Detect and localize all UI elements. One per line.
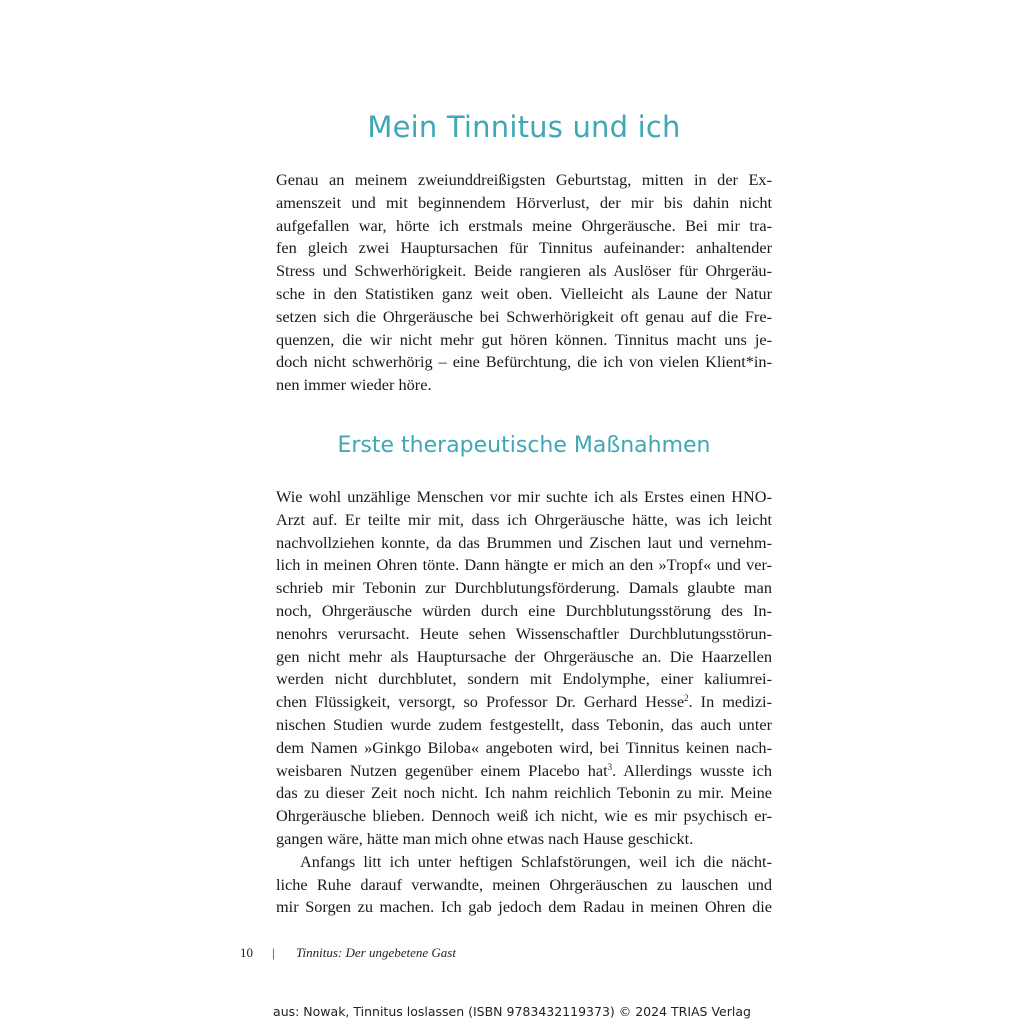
text-line: Wie wohl unzählige Menschen vor mir suchte ich als Erstes einen HNO- (276, 487, 772, 506)
text-line: Anfangs litt ich unter heftigen Schlafstörungen, weil ich die nächt- (300, 851, 772, 871)
text-line: setzen sich die Ohrgeräusche bei Schwerhörigkeit oft genau auf die Fre- (276, 306, 772, 326)
text-line: schrieb mir Tebonin zur Durchblutungsförderung. Damals glaubte man (276, 578, 772, 598)
text-line-with-footnote (276, 760, 772, 783)
text-line: nachvollziehen konnte, da das Brummen und Zischen laut und vernehm- (276, 532, 772, 552)
text-line: das zu dieser Zeit noch nicht. Ich nahm reichlich Tebonin zu mir. Meine (276, 783, 772, 803)
text-line: gangen wäre, hätte man mich ohne etwas nach Hause geschickt. (276, 828, 694, 848)
text-line: fen gleich zwei Hauptursachen für Tinnitus aufeinander: anhaltender (276, 238, 772, 258)
text-segment: weisbaren Nutzen gegenüber einem Placebo hat (276, 760, 608, 780)
text-segment: chen Flüssigkeit, versorgt, so Professor Dr. Gerhard Hesse (276, 692, 685, 712)
section-heading: Erste therapeutische Maßnahmen (337, 433, 711, 458)
text-segment: . In medizi- (688, 692, 772, 712)
page-number: 10 (240, 945, 253, 960)
paragraph-1 (276, 169, 772, 397)
source-credit: aus: Nowak, Tinnitus loslassen (ISBN 9783432119373) © 2024 TRIAS Verlag (273, 1004, 751, 1019)
text-line: Ohrgeräusche blieben. Dennoch weiß ich nicht, wie es mir psychisch er- (276, 806, 772, 826)
text-line: amenszeit und mit beginnendem Hörverlust, der mir bis dahin nicht (276, 192, 772, 212)
text-line: aufgefallen war, hörte ich erstmals meine Ohrgeräusche. Bei mir tra- (276, 215, 772, 235)
text-line: lich in meinen Ohren tönte. Dann hängte er mich an den »Tropf« und ver- (276, 555, 772, 575)
paragraph-2 (276, 486, 772, 919)
footnote-ref[interactable]: 2 (684, 693, 689, 704)
text-line-with-footnote (276, 691, 772, 714)
text-line: nenohrs verursacht. Heute sehen Wissenschaftler Durchblutungsstörun- (276, 623, 772, 643)
chapter-heading: Mein Tinnitus und ich (367, 110, 681, 144)
text-line: quenzen, die wir nicht mehr gut hören können. Tinnitus macht uns je- (276, 329, 772, 349)
text-line: Genau an meinem zweiunddreißigsten Geburtstag, mitten in der Ex- (276, 170, 772, 189)
footer-separator: | (272, 945, 275, 960)
text-line: noch, Ohrgeräusche würden durch eine Durchblutungsstörung des In- (276, 600, 772, 620)
text-line: werden nicht durchblutet, sondern mit Endolymphe, einer kaliumrei- (276, 669, 772, 689)
footnote-ref[interactable]: 3 (607, 761, 613, 772)
text-segment: . Allerdings wusste ich (612, 760, 772, 780)
text-line: liche Ruhe darauf verwandte, meinen Ohrgeräuschen zu lauschen und (276, 874, 772, 894)
text-line: nischen Studien wurde zudem festgestellt, dass Tebonin, das auch unter (276, 714, 772, 734)
text-line: sche in den Statistiken ganz weit oben. Vielleicht als Laune der Natur (276, 283, 772, 303)
text-line: dem Namen »Ginkgo Biloba« angeboten wird, bei Tinnitus keinen nach- (276, 737, 772, 757)
running-title: Tinnitus: Der ungebetene Gast (296, 945, 456, 960)
text-line: Stress und Schwerhörigkeit. Beide rangieren als Auslöser für Ohrgeräu- (276, 261, 772, 281)
text-line: mir Sorgen zu machen. Ich gab jedoch dem Radau in meinen Ohren die (276, 897, 772, 917)
text-line: gen nicht mehr als Hauptursache der Ohrgeräusche an. Die Haarzellen (276, 646, 772, 666)
text-line: doch nicht schwerhörig – eine Befürchtung, die ich von vielen Klient*in- (276, 352, 772, 372)
text-line: nen immer wieder höre. (276, 375, 432, 395)
page-footer (240, 945, 456, 961)
text-line: Arzt auf. Er teilte mir mit, dass ich Ohrgeräusche hätte, was ich leicht (276, 509, 772, 529)
